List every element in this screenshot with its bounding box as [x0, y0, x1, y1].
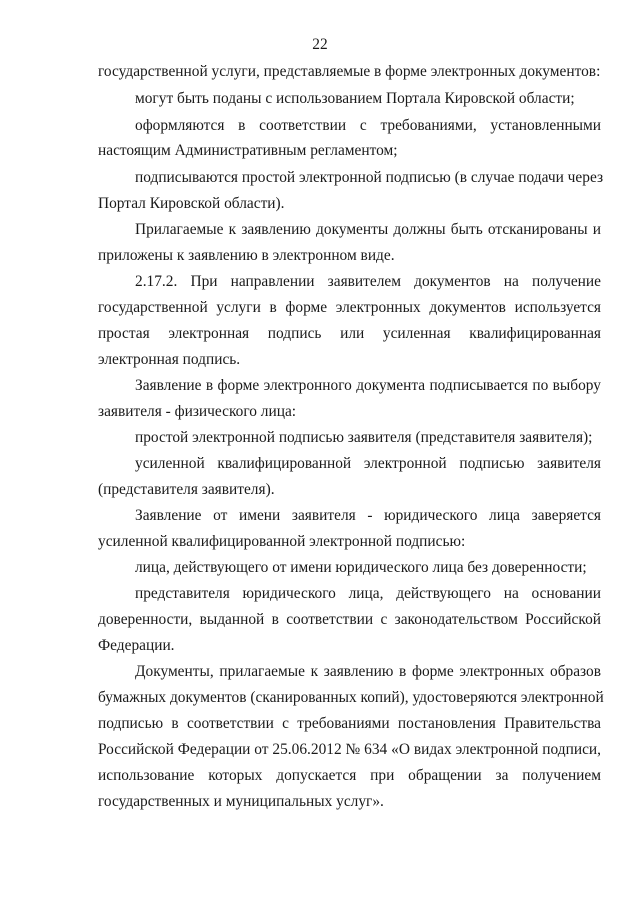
text-line: Федерации.: [98, 637, 175, 654]
text-line: Прилагаемые к заявлению документы должны быть отсканированы и: [135, 221, 601, 238]
text-line: государственных и муниципальных услуг».: [98, 793, 384, 810]
text-line: заявителя - физического лица:: [98, 403, 297, 420]
text-line: представителя юридического лица, действующего на основании: [135, 585, 601, 602]
text-line: Портал Кировской области).: [98, 195, 285, 212]
text-line: лица, действующего от имени юридического лица без доверенности;: [135, 559, 587, 576]
text-line: 2.17.2. При направлении заявителем документов на получение: [135, 273, 601, 290]
text-line: простой электронной подписью заявителя (представителя заявителя);: [135, 429, 593, 446]
text-line: электронная подпись.: [98, 351, 241, 368]
text-line: государственной услуги, представляемые в форме электронных документов:: [98, 63, 601, 80]
text-line: подписываются простой электронной подписью (в случае подачи через: [135, 169, 604, 186]
text-line: Заявление в форме электронного документа подписывается по выбору: [135, 377, 601, 394]
text-line: усиленной квалифицированной электронной подписью заявителя: [135, 455, 601, 472]
page-number: 22: [312, 36, 328, 53]
text-line: оформляются в соответствии с требованиями, установленными: [135, 117, 601, 134]
text-line: бумажных документов (сканированных копий), удостоверяются электронной: [98, 689, 604, 706]
text-line: Заявление от имени заявителя - юридического лица заверяется: [135, 507, 601, 524]
text-line: могут быть поданы с использованием Портала Кировской области;: [135, 90, 575, 107]
text-line: Российской Федерации от 25.06.2012 № 634 «О видах электронной подписи,: [98, 741, 601, 758]
text-line: использование которых допускается при обращении за получением: [98, 767, 601, 784]
text-line: доверенности, выданной в соответствии с законодательством Российской: [98, 611, 601, 628]
text-line: (представителя заявителя).: [98, 481, 275, 498]
text-line: государственной услуги в форме электронных документов используется: [98, 299, 601, 316]
text-line: усиленной квалифицированной электронной подписью:: [98, 533, 466, 550]
text-line: Документы, прилагаемые к заявлению в форме электронных образов: [135, 663, 601, 680]
text-line: приложены к заявлению в электронном виде.: [98, 247, 395, 264]
text-line: настоящим Административным регламентом;: [98, 142, 398, 159]
text-line: подписью в соответствии с требованиями постановления Правительства: [98, 715, 601, 732]
text-line: простая электронная подпись или усиленная квалифицированная: [98, 325, 601, 342]
